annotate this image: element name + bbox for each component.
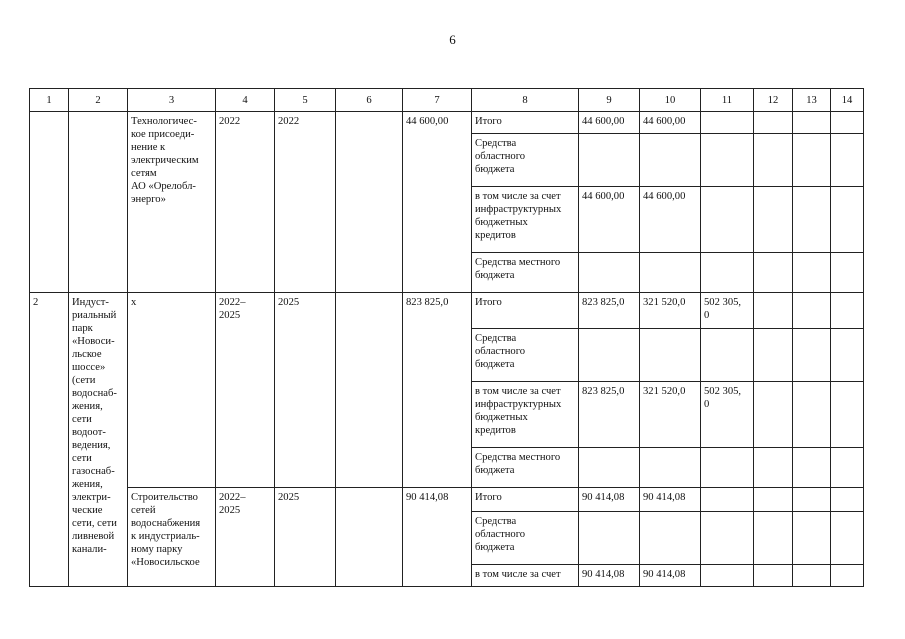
- table-row: [30, 112, 864, 134]
- cell-amount: 90 414,08: [579, 488, 640, 512]
- cell-empty: [793, 488, 831, 512]
- cell-empty: [831, 488, 864, 512]
- cell-empty: [793, 112, 831, 134]
- cell-event-name: Строительство сетей водоснабжения к индустриаль- ному парку «Новосильское: [128, 488, 216, 587]
- cell-empty: [831, 112, 864, 134]
- cell-period: 2022– 2025: [216, 293, 275, 488]
- page-number: 6: [449, 32, 456, 47]
- cell-empty: [793, 329, 831, 382]
- cell-amount: 321 520,0: [640, 382, 701, 448]
- header-col-12: 12: [754, 89, 793, 112]
- cell-amount: 90 414,08: [579, 565, 640, 587]
- cell-amount: 44 600,00: [579, 187, 640, 253]
- cell-amount: [701, 134, 754, 187]
- cell-object-name: Индуст- риальный парк «Новоси- льское шоссе» (сети водоснаб- жения, сети водоот- ведения, сети газоснаб- жения, электри- ческие сети, сети ливневой канали-: [69, 293, 128, 587]
- cell-empty: [754, 329, 793, 382]
- cell-source: в том числе за счет инфраструктурных бюджетных кредитов: [472, 187, 579, 253]
- cell-source: Итого: [472, 293, 579, 329]
- cell-amount: [640, 134, 701, 187]
- header-row: [30, 89, 864, 112]
- cell-col-6: [336, 293, 403, 488]
- cell-amount: [640, 448, 701, 488]
- cell-empty: [754, 253, 793, 293]
- cell-amount: [640, 253, 701, 293]
- cell-empty: [831, 382, 864, 448]
- table-row: [30, 293, 864, 329]
- cell-amount: [579, 512, 640, 565]
- cell-empty: [831, 253, 864, 293]
- cell-empty: [831, 565, 864, 587]
- table-row: [30, 488, 864, 512]
- cell-amount: [701, 488, 754, 512]
- cell-total-cost: 90 414,08: [403, 488, 472, 587]
- cell-empty: [754, 488, 793, 512]
- cell-source: Средства местного бюджета: [472, 448, 579, 488]
- cell-amount: [701, 112, 754, 134]
- cell-empty: [754, 187, 793, 253]
- header-col-6: 6: [336, 89, 403, 112]
- cell-empty: [793, 448, 831, 488]
- cell-amount: [640, 512, 701, 565]
- cell-empty: [831, 448, 864, 488]
- cell-empty: [793, 382, 831, 448]
- cell-amount: 44 600,00: [640, 187, 701, 253]
- header-col-2: 2: [69, 89, 128, 112]
- cell-number: 2: [30, 293, 69, 587]
- cell-end-year: 2022: [275, 112, 336, 293]
- cell-event-name: х: [128, 293, 216, 488]
- cell-amount: [701, 187, 754, 253]
- cell-empty: [754, 448, 793, 488]
- cell-col-6: [336, 488, 403, 587]
- cell-amount: 502 305, 0: [701, 382, 754, 448]
- cell-amount: 823 825,0: [579, 382, 640, 448]
- cell-empty: [793, 187, 831, 253]
- cell-empty: [793, 134, 831, 187]
- cell-amount: [701, 253, 754, 293]
- program-table: [29, 88, 864, 587]
- cell-source: в том числе за счет: [472, 565, 579, 587]
- cell-empty: [754, 112, 793, 134]
- header-col-5: 5: [275, 89, 336, 112]
- cell-empty: [831, 187, 864, 253]
- cell-source: Средства областного бюджета: [472, 134, 579, 187]
- cell-amount: 502 305, 0: [701, 293, 754, 329]
- cell-number: [30, 112, 69, 293]
- cell-amount: 823 825,0: [579, 293, 640, 329]
- cell-amount: [701, 512, 754, 565]
- cell-empty: [793, 512, 831, 565]
- cell-source: Средства областного бюджета: [472, 512, 579, 565]
- cell-col-6: [336, 112, 403, 293]
- cell-amount: [579, 253, 640, 293]
- header-col-9: 9: [579, 89, 640, 112]
- cell-amount: 44 600,00: [640, 112, 701, 134]
- cell-empty: [793, 565, 831, 587]
- cell-empty: [754, 382, 793, 448]
- header-col-1: 1: [30, 89, 69, 112]
- cell-empty: [831, 134, 864, 187]
- cell-amount: 90 414,08: [640, 565, 701, 587]
- cell-event-name: Технологичес- кое присоеди- нение к электрическим сетям АО «Орелобл- энерго»: [128, 112, 216, 293]
- cell-source: Средства областного бюджета: [472, 329, 579, 382]
- cell-empty: [754, 512, 793, 565]
- cell-amount: [640, 329, 701, 382]
- cell-empty: [831, 329, 864, 382]
- header-col-11: 11: [701, 89, 754, 112]
- cell-total-cost: 823 825,0: [403, 293, 472, 488]
- cell-empty: [754, 134, 793, 187]
- cell-amount: 90 414,08: [640, 488, 701, 512]
- cell-empty: [754, 565, 793, 587]
- cell-end-year: 2025: [275, 488, 336, 587]
- cell-source: в том числе за счет инфраструктурных бюджетных кредитов: [472, 382, 579, 448]
- cell-empty: [754, 293, 793, 329]
- cell-amount: [701, 565, 754, 587]
- cell-amount: [701, 329, 754, 382]
- cell-empty: [793, 253, 831, 293]
- cell-period: 2022– 2025: [216, 488, 275, 587]
- cell-empty: [831, 293, 864, 329]
- cell-amount: [579, 329, 640, 382]
- cell-amount: 44 600,00: [579, 112, 640, 134]
- cell-source: Итого: [472, 112, 579, 134]
- cell-total-cost: 44 600,00: [403, 112, 472, 293]
- header-col-8: 8: [472, 89, 579, 112]
- cell-empty: [793, 293, 831, 329]
- header-col-7: 7: [403, 89, 472, 112]
- cell-amount: 321 520,0: [640, 293, 701, 329]
- cell-period: 2022: [216, 112, 275, 293]
- header-col-13: 13: [793, 89, 831, 112]
- cell-end-year: 2025: [275, 293, 336, 488]
- cell-amount: [579, 448, 640, 488]
- cell-object-name: [69, 112, 128, 293]
- header-col-10: 10: [640, 89, 701, 112]
- header-col-4: 4: [216, 89, 275, 112]
- cell-source: Средства местного бюджета: [472, 253, 579, 293]
- cell-amount: [701, 448, 754, 488]
- cell-amount: [579, 134, 640, 187]
- header-col-3: 3: [128, 89, 216, 112]
- cell-source: Итого: [472, 488, 579, 512]
- cell-empty: [831, 512, 864, 565]
- header-col-14: 14: [831, 89, 864, 112]
